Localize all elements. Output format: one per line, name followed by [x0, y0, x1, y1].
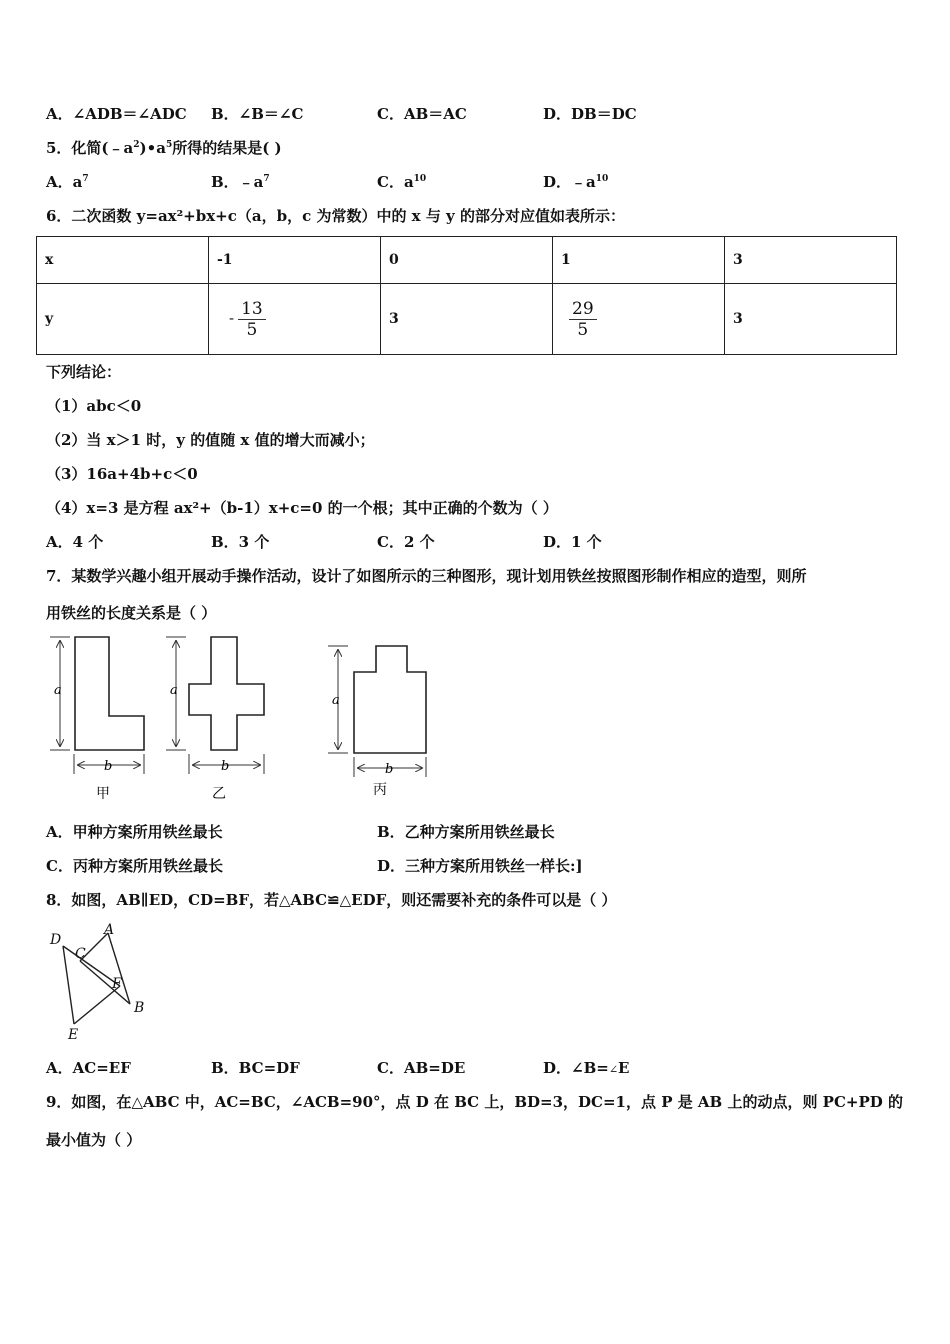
table-cell-fraction	[209, 284, 381, 355]
table-cell: 0	[381, 237, 553, 284]
label-b: b	[104, 759, 113, 774]
q6-conclusions-title: 下列结论：	[46, 363, 122, 381]
table-row	[37, 237, 897, 284]
label-b: b	[221, 759, 230, 774]
label-yi: 乙	[212, 786, 226, 802]
q8-option-b: B．BC=DF	[211, 1059, 300, 1077]
fraction: $\frac{13}{5}$	[238, 299, 266, 340]
q8-option-a: A．AC=EF	[46, 1059, 131, 1077]
label-a: a	[332, 693, 340, 708]
table-cell: y	[37, 284, 209, 355]
q5-option-c: C．$a^{10}$	[377, 173, 427, 191]
q8-option-d: D．∠B=∠E	[543, 1059, 630, 1077]
table-cell-fraction	[553, 284, 725, 355]
table-cell: 1	[553, 237, 725, 284]
q6-option-b: B．3 个	[211, 533, 270, 551]
point-label-e: E	[68, 1027, 79, 1043]
q7-option-d: D．三种方案所用铁丝一样长:]	[377, 857, 583, 875]
q4-option-d: D．DB＝DC	[543, 105, 637, 123]
label-a: a	[170, 683, 178, 698]
label-a: a	[54, 683, 62, 698]
q8-option-c: C．AB=DE	[377, 1059, 466, 1077]
q7-shapes-figure	[40, 632, 450, 812]
table-row	[37, 284, 897, 355]
point-label-b: B	[134, 1000, 145, 1016]
q6-conclusion-2: （2）当 x＞1 时，y 的值随 x 值的增大而减小；	[46, 431, 375, 449]
q7-stem-line1: 7．某数学兴趣小组开展动手操作活动，设计了如图所示的三种图形，现计划用铁丝按照图形制作相应的造型，则所	[46, 567, 807, 585]
point-label-a: A	[104, 922, 115, 938]
q6-conclusion-3: （3）16a+4b+c＜0	[46, 465, 198, 483]
q4-option-c: C．AB＝AC	[377, 105, 467, 123]
table-cell: 3	[725, 284, 897, 355]
q6-value-table	[36, 236, 897, 355]
fraction: $\frac{29}{5}$	[569, 299, 597, 340]
q7-option-b: B．乙种方案所用铁丝最长	[377, 823, 555, 841]
q6-conclusion-1: （1）abc＜0	[46, 397, 142, 415]
q9-stem-line1: 9．如图，在△ABC 中，AC=BC，∠ACB=90°，点 D 在 BC 上，BD=3，DC=1，点 P 是 AB 上的动点，则 PC+PD 的	[46, 1093, 903, 1111]
table-cell: -1	[209, 237, 381, 284]
q5-stem: 5．化简$(﹣a^2)•a^5$所得的结果是( )	[46, 139, 282, 157]
q8-triangle-figure	[44, 920, 164, 1045]
q4-option-a: A．∠ADB＝∠ADC	[46, 105, 187, 123]
shape-bing	[328, 646, 426, 798]
point-label-c: C	[75, 946, 86, 962]
q5-option-d: D．$﹣a^{10}$	[543, 173, 609, 191]
label-b: b	[385, 762, 394, 777]
table-cell: x	[37, 237, 209, 284]
q6-option-c: C．2 个	[377, 533, 435, 551]
q6-conclusion-4: （4）x=3 是方程 ax²+（b-1）x+c=0 的一个根；其中正确的个数为（ ）	[46, 499, 558, 517]
q5-option-a: A．$a^7$	[46, 173, 89, 191]
q6-option-a: A．4 个	[46, 533, 104, 551]
q8-stem: 8．如图，AB∥ED，CD=BF，若△ABC≌△EDF，则还需要补充的条件可以是（ ）	[46, 891, 617, 909]
point-label-f: F	[112, 976, 122, 992]
q7-option-a: A．甲种方案所用铁丝最长	[46, 823, 223, 841]
q9-stem-line2: 最小值为（ ）	[46, 1131, 142, 1149]
q6-stem: 6．二次函数 y=ax²+bx+c（a，b，c 为常数）中的 x 与 y 的部分对应值如表所示：	[46, 207, 625, 225]
q6-option-d: D．1 个	[543, 533, 602, 551]
minus-sign: -	[229, 309, 235, 327]
shape-jia	[50, 637, 144, 802]
label-jia: 甲	[96, 786, 110, 802]
point-label-d: D	[50, 932, 62, 948]
q5-option-b: B．$﹣a^7$	[211, 173, 270, 191]
label-bing: 丙	[373, 782, 387, 798]
q4-option-b: B．∠B＝∠C	[211, 105, 304, 123]
q7-stem-line2: 用铁丝的长度关系是（ ）	[46, 604, 217, 622]
table-cell: 3	[381, 284, 553, 355]
shape-yi	[166, 637, 264, 802]
table-cell: 3	[725, 237, 897, 284]
q7-option-c: C．丙种方案所用铁丝最长	[46, 857, 223, 875]
